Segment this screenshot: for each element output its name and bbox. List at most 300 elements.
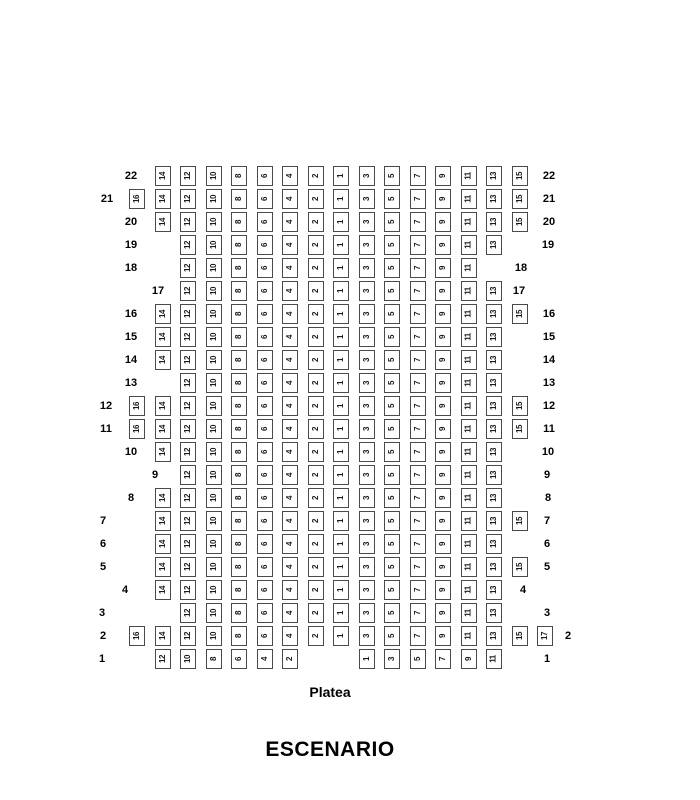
seat[interactable] xyxy=(231,465,247,485)
seat[interactable] xyxy=(206,603,222,623)
seat[interactable] xyxy=(461,511,477,531)
seat[interactable] xyxy=(359,212,375,232)
seat[interactable] xyxy=(461,603,477,623)
seat[interactable] xyxy=(333,419,349,439)
seat[interactable] xyxy=(333,281,349,301)
seat[interactable] xyxy=(129,626,145,646)
seat[interactable] xyxy=(257,649,273,669)
seat[interactable] xyxy=(180,281,196,301)
seat[interactable] xyxy=(308,534,324,554)
seat[interactable] xyxy=(486,327,502,347)
seat[interactable] xyxy=(308,580,324,600)
seat[interactable] xyxy=(410,465,426,485)
seat[interactable] xyxy=(359,557,375,577)
seat[interactable] xyxy=(410,488,426,508)
seat[interactable] xyxy=(461,649,477,669)
seat[interactable] xyxy=(384,189,400,209)
seat[interactable] xyxy=(333,166,349,186)
seat[interactable] xyxy=(410,557,426,577)
seat[interactable] xyxy=(180,304,196,324)
seat[interactable] xyxy=(155,534,171,554)
seat[interactable] xyxy=(308,189,324,209)
seat[interactable] xyxy=(359,488,375,508)
seat[interactable] xyxy=(231,281,247,301)
seat[interactable] xyxy=(231,327,247,347)
seat[interactable] xyxy=(282,557,298,577)
seat[interactable] xyxy=(435,396,451,416)
seat[interactable] xyxy=(206,235,222,255)
seat[interactable] xyxy=(155,212,171,232)
seat[interactable] xyxy=(257,488,273,508)
seat[interactable] xyxy=(231,488,247,508)
seat[interactable] xyxy=(333,350,349,370)
seat[interactable] xyxy=(231,442,247,462)
seat[interactable] xyxy=(435,327,451,347)
seat[interactable] xyxy=(384,419,400,439)
seat[interactable] xyxy=(486,511,502,531)
seat[interactable] xyxy=(308,557,324,577)
seat[interactable] xyxy=(384,327,400,347)
seat[interactable] xyxy=(180,649,196,669)
seat[interactable] xyxy=(282,511,298,531)
seat[interactable] xyxy=(435,373,451,393)
seat[interactable] xyxy=(384,258,400,278)
seat[interactable] xyxy=(155,327,171,347)
seat[interactable] xyxy=(435,442,451,462)
seat[interactable] xyxy=(384,235,400,255)
seat[interactable] xyxy=(308,465,324,485)
seat[interactable] xyxy=(155,626,171,646)
seat[interactable] xyxy=(155,304,171,324)
seat[interactable] xyxy=(486,212,502,232)
seat[interactable] xyxy=(206,442,222,462)
seat[interactable] xyxy=(129,189,145,209)
seat[interactable] xyxy=(435,304,451,324)
seat[interactable] xyxy=(359,534,375,554)
seat[interactable] xyxy=(257,557,273,577)
seat[interactable] xyxy=(435,189,451,209)
seat[interactable] xyxy=(410,258,426,278)
seat[interactable] xyxy=(410,649,426,669)
seat[interactable] xyxy=(486,488,502,508)
seat[interactable] xyxy=(180,350,196,370)
seat[interactable] xyxy=(359,166,375,186)
seat[interactable] xyxy=(359,419,375,439)
seat[interactable] xyxy=(155,488,171,508)
seat[interactable] xyxy=(435,580,451,600)
seat[interactable] xyxy=(308,603,324,623)
seat[interactable] xyxy=(180,327,196,347)
seat[interactable] xyxy=(435,419,451,439)
seat[interactable] xyxy=(461,327,477,347)
seat[interactable] xyxy=(180,511,196,531)
seat[interactable] xyxy=(206,166,222,186)
seat[interactable] xyxy=(410,304,426,324)
seat[interactable] xyxy=(282,603,298,623)
seat[interactable] xyxy=(180,580,196,600)
seat[interactable] xyxy=(486,419,502,439)
seat[interactable] xyxy=(206,396,222,416)
seat[interactable] xyxy=(359,304,375,324)
seat[interactable] xyxy=(410,534,426,554)
seat[interactable] xyxy=(180,465,196,485)
seat[interactable] xyxy=(486,350,502,370)
seat[interactable] xyxy=(333,189,349,209)
seat[interactable] xyxy=(257,189,273,209)
seat[interactable] xyxy=(486,373,502,393)
seat[interactable] xyxy=(384,465,400,485)
seat[interactable] xyxy=(231,189,247,209)
seat[interactable] xyxy=(435,212,451,232)
seat[interactable] xyxy=(486,580,502,600)
seat[interactable] xyxy=(384,396,400,416)
seat[interactable] xyxy=(206,580,222,600)
seat[interactable] xyxy=(384,373,400,393)
seat[interactable] xyxy=(461,166,477,186)
seat[interactable] xyxy=(384,350,400,370)
seat[interactable] xyxy=(231,511,247,531)
seat[interactable] xyxy=(206,189,222,209)
seat[interactable] xyxy=(257,212,273,232)
seat[interactable] xyxy=(206,258,222,278)
seat[interactable] xyxy=(461,419,477,439)
seat[interactable] xyxy=(512,189,528,209)
seat[interactable] xyxy=(308,281,324,301)
seat[interactable] xyxy=(410,350,426,370)
seat[interactable] xyxy=(461,304,477,324)
seat[interactable] xyxy=(257,327,273,347)
seat[interactable] xyxy=(282,396,298,416)
seat[interactable] xyxy=(206,557,222,577)
seat[interactable] xyxy=(359,235,375,255)
seat[interactable] xyxy=(333,488,349,508)
seat[interactable] xyxy=(359,396,375,416)
seat[interactable] xyxy=(206,304,222,324)
seat[interactable] xyxy=(282,649,298,669)
seat[interactable] xyxy=(308,304,324,324)
seat[interactable] xyxy=(180,603,196,623)
seat[interactable] xyxy=(231,649,247,669)
seat[interactable] xyxy=(486,626,502,646)
seat[interactable] xyxy=(512,419,528,439)
seat[interactable] xyxy=(333,327,349,347)
seat[interactable] xyxy=(231,534,247,554)
seat[interactable] xyxy=(384,626,400,646)
seat[interactable] xyxy=(257,465,273,485)
seat[interactable] xyxy=(308,166,324,186)
seat[interactable] xyxy=(384,488,400,508)
seat[interactable] xyxy=(180,534,196,554)
seat[interactable] xyxy=(282,373,298,393)
seat[interactable] xyxy=(486,465,502,485)
seat[interactable] xyxy=(231,258,247,278)
seat[interactable] xyxy=(180,396,196,416)
seat[interactable] xyxy=(308,626,324,646)
seat[interactable] xyxy=(282,189,298,209)
seat[interactable] xyxy=(308,212,324,232)
seat[interactable] xyxy=(257,626,273,646)
seat[interactable] xyxy=(206,373,222,393)
seat[interactable] xyxy=(180,557,196,577)
seat[interactable] xyxy=(206,534,222,554)
seat[interactable] xyxy=(512,166,528,186)
seat[interactable] xyxy=(308,396,324,416)
seat[interactable] xyxy=(282,212,298,232)
seat[interactable] xyxy=(231,626,247,646)
seat[interactable] xyxy=(308,235,324,255)
seat[interactable] xyxy=(435,557,451,577)
seat[interactable] xyxy=(180,373,196,393)
seat[interactable] xyxy=(333,235,349,255)
seat[interactable] xyxy=(155,396,171,416)
seat[interactable] xyxy=(308,442,324,462)
seat[interactable] xyxy=(435,281,451,301)
seat[interactable] xyxy=(206,350,222,370)
seat[interactable] xyxy=(206,626,222,646)
seat[interactable] xyxy=(282,626,298,646)
seat[interactable] xyxy=(384,166,400,186)
seat[interactable] xyxy=(359,626,375,646)
seat[interactable] xyxy=(410,419,426,439)
seat[interactable] xyxy=(333,580,349,600)
seat[interactable] xyxy=(410,626,426,646)
seat[interactable] xyxy=(461,350,477,370)
seat[interactable] xyxy=(384,557,400,577)
seat[interactable] xyxy=(180,626,196,646)
seat[interactable] xyxy=(359,189,375,209)
seat[interactable] xyxy=(486,235,502,255)
seat[interactable] xyxy=(333,626,349,646)
seat[interactable] xyxy=(359,350,375,370)
seat[interactable] xyxy=(410,396,426,416)
seat[interactable] xyxy=(308,419,324,439)
seat[interactable] xyxy=(486,603,502,623)
seat[interactable] xyxy=(231,350,247,370)
seat[interactable] xyxy=(435,258,451,278)
seat[interactable] xyxy=(359,442,375,462)
seat[interactable] xyxy=(461,189,477,209)
seat[interactable] xyxy=(282,350,298,370)
seat[interactable] xyxy=(180,258,196,278)
seat[interactable] xyxy=(461,626,477,646)
seat[interactable] xyxy=(461,212,477,232)
seat[interactable] xyxy=(231,580,247,600)
seat[interactable] xyxy=(308,488,324,508)
seat[interactable] xyxy=(410,511,426,531)
seat[interactable] xyxy=(410,603,426,623)
seat[interactable] xyxy=(435,488,451,508)
seat[interactable] xyxy=(155,580,171,600)
seat[interactable] xyxy=(282,281,298,301)
seat[interactable] xyxy=(180,419,196,439)
seat[interactable] xyxy=(359,603,375,623)
seat[interactable] xyxy=(461,281,477,301)
seat[interactable] xyxy=(486,304,502,324)
seat[interactable] xyxy=(410,212,426,232)
seat[interactable] xyxy=(384,603,400,623)
seat[interactable] xyxy=(282,442,298,462)
seat[interactable] xyxy=(486,534,502,554)
seat[interactable] xyxy=(435,166,451,186)
seat[interactable] xyxy=(384,534,400,554)
seat[interactable] xyxy=(180,189,196,209)
seat[interactable] xyxy=(333,557,349,577)
seat[interactable] xyxy=(308,511,324,531)
seat[interactable] xyxy=(333,373,349,393)
seat[interactable] xyxy=(435,603,451,623)
seat[interactable] xyxy=(257,511,273,531)
seat[interactable] xyxy=(206,649,222,669)
seat[interactable] xyxy=(282,258,298,278)
seat[interactable] xyxy=(231,235,247,255)
seat[interactable] xyxy=(359,511,375,531)
seat[interactable] xyxy=(384,442,400,462)
seat[interactable] xyxy=(155,557,171,577)
seat[interactable] xyxy=(257,373,273,393)
seat[interactable] xyxy=(384,212,400,232)
seat[interactable] xyxy=(461,373,477,393)
seat[interactable] xyxy=(461,580,477,600)
seat[interactable] xyxy=(384,281,400,301)
seat[interactable] xyxy=(282,235,298,255)
seat[interactable] xyxy=(410,580,426,600)
seat[interactable] xyxy=(282,419,298,439)
seat[interactable] xyxy=(435,534,451,554)
seat[interactable] xyxy=(257,304,273,324)
seat[interactable] xyxy=(155,442,171,462)
seat[interactable] xyxy=(257,534,273,554)
seat[interactable] xyxy=(537,626,553,646)
seat[interactable] xyxy=(461,442,477,462)
seat[interactable] xyxy=(155,419,171,439)
seat[interactable] xyxy=(359,580,375,600)
seat[interactable] xyxy=(333,442,349,462)
seat[interactable] xyxy=(257,350,273,370)
seat[interactable] xyxy=(180,488,196,508)
seat[interactable] xyxy=(282,488,298,508)
seat[interactable] xyxy=(129,396,145,416)
seat[interactable] xyxy=(359,373,375,393)
seat[interactable] xyxy=(282,166,298,186)
seat[interactable] xyxy=(384,304,400,324)
seat[interactable] xyxy=(512,626,528,646)
seat[interactable] xyxy=(282,465,298,485)
seat[interactable] xyxy=(155,166,171,186)
seat[interactable] xyxy=(257,166,273,186)
seat[interactable] xyxy=(512,557,528,577)
seat[interactable] xyxy=(333,511,349,531)
seat[interactable] xyxy=(257,442,273,462)
seat[interactable] xyxy=(231,166,247,186)
seat[interactable] xyxy=(180,442,196,462)
seat[interactable] xyxy=(359,465,375,485)
seat[interactable] xyxy=(359,281,375,301)
seat[interactable] xyxy=(461,396,477,416)
seat[interactable] xyxy=(308,258,324,278)
seat[interactable] xyxy=(308,373,324,393)
seat[interactable] xyxy=(257,580,273,600)
seat[interactable] xyxy=(410,235,426,255)
seat[interactable] xyxy=(435,649,451,669)
seat[interactable] xyxy=(461,488,477,508)
seat[interactable] xyxy=(308,350,324,370)
seat[interactable] xyxy=(231,212,247,232)
seat[interactable] xyxy=(384,511,400,531)
seat[interactable] xyxy=(206,419,222,439)
seat[interactable] xyxy=(410,281,426,301)
seat[interactable] xyxy=(461,258,477,278)
seat[interactable] xyxy=(308,327,324,347)
seat[interactable] xyxy=(257,258,273,278)
seat[interactable] xyxy=(410,189,426,209)
seat[interactable] xyxy=(486,557,502,577)
seat[interactable] xyxy=(206,511,222,531)
seat[interactable] xyxy=(461,557,477,577)
seat[interactable] xyxy=(461,235,477,255)
seat[interactable] xyxy=(512,396,528,416)
seat[interactable] xyxy=(231,419,247,439)
seat[interactable] xyxy=(231,557,247,577)
seat[interactable] xyxy=(333,304,349,324)
seat[interactable] xyxy=(206,281,222,301)
seat[interactable] xyxy=(206,212,222,232)
seat[interactable] xyxy=(512,511,528,531)
seat[interactable] xyxy=(333,465,349,485)
seat[interactable] xyxy=(435,350,451,370)
seat[interactable] xyxy=(359,327,375,347)
seat[interactable] xyxy=(231,396,247,416)
seat[interactable] xyxy=(206,465,222,485)
seat[interactable] xyxy=(333,603,349,623)
seat[interactable] xyxy=(129,419,145,439)
seat[interactable] xyxy=(282,304,298,324)
seat[interactable] xyxy=(512,212,528,232)
seat[interactable] xyxy=(359,649,375,669)
seat[interactable] xyxy=(359,258,375,278)
seat[interactable] xyxy=(435,465,451,485)
seat[interactable] xyxy=(257,603,273,623)
seat[interactable] xyxy=(206,488,222,508)
seat[interactable] xyxy=(155,350,171,370)
seat[interactable] xyxy=(333,396,349,416)
seat[interactable] xyxy=(180,212,196,232)
seat[interactable] xyxy=(282,327,298,347)
seat[interactable] xyxy=(461,534,477,554)
seat[interactable] xyxy=(257,281,273,301)
seat[interactable] xyxy=(486,396,502,416)
seat[interactable] xyxy=(486,442,502,462)
seat[interactable] xyxy=(486,649,502,669)
seat[interactable] xyxy=(486,166,502,186)
seat[interactable] xyxy=(333,534,349,554)
seat[interactable] xyxy=(410,442,426,462)
seat[interactable] xyxy=(180,235,196,255)
seat[interactable] xyxy=(384,649,400,669)
seat[interactable] xyxy=(435,511,451,531)
seat[interactable] xyxy=(282,580,298,600)
seat[interactable] xyxy=(410,327,426,347)
seat[interactable] xyxy=(155,649,171,669)
seat[interactable] xyxy=(257,396,273,416)
seat[interactable] xyxy=(435,235,451,255)
seat[interactable] xyxy=(384,580,400,600)
seat[interactable] xyxy=(461,465,477,485)
seat[interactable] xyxy=(155,189,171,209)
seat[interactable] xyxy=(333,258,349,278)
seat[interactable] xyxy=(206,327,222,347)
seat[interactable] xyxy=(435,626,451,646)
seat[interactable] xyxy=(410,373,426,393)
